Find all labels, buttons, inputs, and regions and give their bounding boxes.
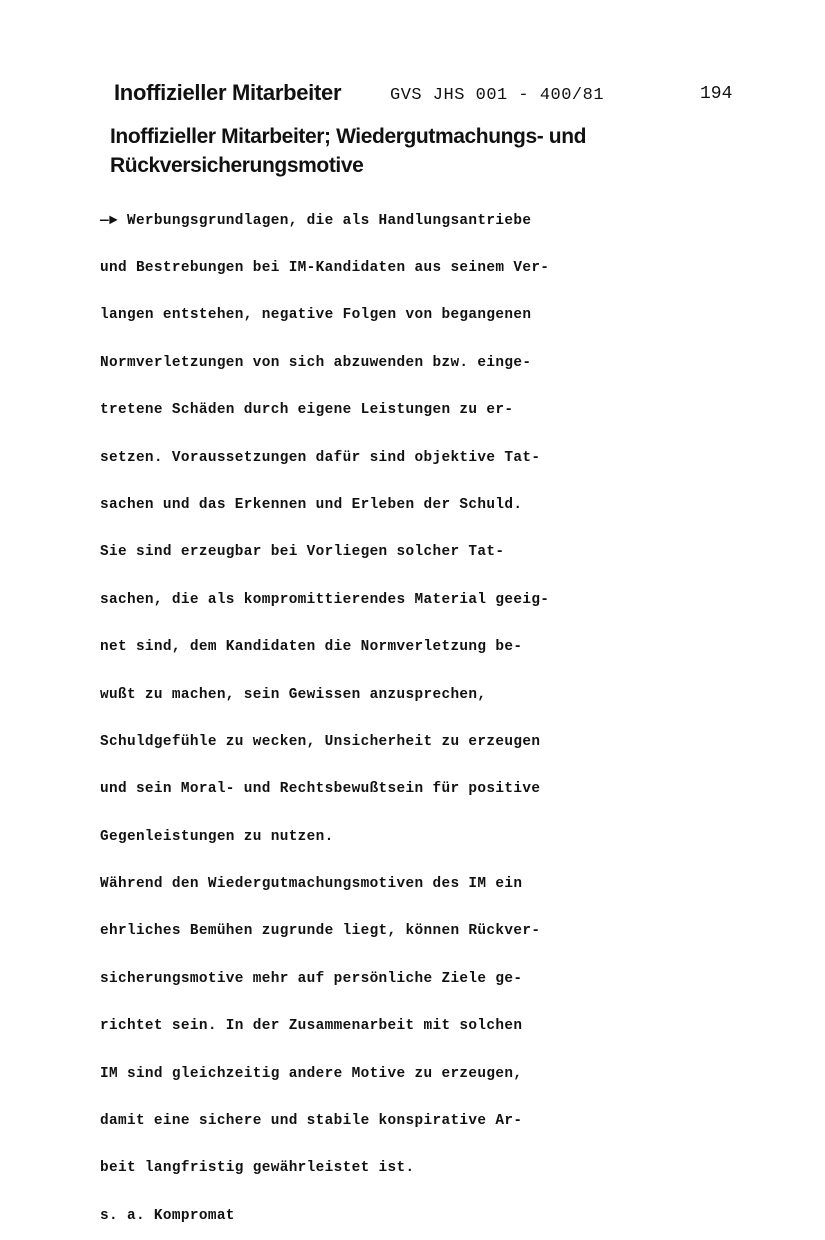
- cross-reference: s. a. Kompromat: [100, 1207, 235, 1224]
- entry-body: [100, 182, 620, 1240]
- entry-title-line: Rückversicherungsmotive: [110, 154, 364, 177]
- entry-title-line: Inoffizieller Mitarbeiter; Wiedergutmachungs- und: [110, 125, 587, 148]
- body-line: tretene Schäden durch eigene Leistungen zu er-: [100, 402, 514, 419]
- body-line: sachen, die als kompromittierendes Material geeig-: [100, 591, 550, 608]
- body-line: wußt zu machen, sein Gewissen anzusprechen,: [100, 686, 487, 703]
- body-line: Während den Wiedergutmachungsmotiven des IM ein: [100, 876, 523, 893]
- body-line: Schuldgefühle zu wecken, Unsicherheit zu erzeugen: [100, 733, 541, 750]
- body-line: —► Werbungsgrundlagen, die als Handlungsantriebe: [100, 212, 532, 229]
- body-line: beit langfristig gewährleistet ist.: [100, 1160, 415, 1177]
- entry-title: [110, 122, 710, 180]
- body-line: richtet sein. In der Zusammenarbeit mit solchen: [100, 1018, 523, 1035]
- body-line: und Bestrebungen bei IM-Kandidaten aus seinem Ver-: [100, 259, 550, 276]
- body-line: Gegenleistungen zu nutzen.: [100, 828, 334, 845]
- page-number: 194: [700, 84, 733, 104]
- body-line: Sie sind erzeugbar bei Vorliegen solcher Tat-: [100, 544, 505, 561]
- document-reference: GVS JHS 001 - 400/81: [390, 86, 605, 105]
- body-line: ehrliches Bemühen zugrunde liegt, können Rückver-: [100, 923, 541, 940]
- body-line: sachen und das Erkennen und Erleben der Schuld.: [100, 496, 523, 513]
- body-line: damit eine sichere und stabile konspirative Ar-: [100, 1113, 523, 1130]
- body-line: und sein Moral- und Rechtsbewußtsein für positive: [100, 781, 541, 798]
- running-header-keyword: Inoffizieller Mitarbeiter: [114, 80, 342, 105]
- body-line: IM sind gleichzeitig andere Motive zu erzeugen,: [100, 1065, 523, 1082]
- body-line: sicherungsmotive mehr auf persönliche Ziele ge-: [100, 970, 523, 987]
- body-line: setzen. Voraussetzungen dafür sind objektive Tat-: [100, 449, 541, 466]
- body-line: Normverletzungen von sich abzuwenden bzw. einge-: [100, 354, 532, 371]
- body-line: langen entstehen, negative Folgen von begangenen: [100, 307, 532, 324]
- body-line: net sind, dem Kandidaten die Normverletzung be-: [100, 639, 523, 656]
